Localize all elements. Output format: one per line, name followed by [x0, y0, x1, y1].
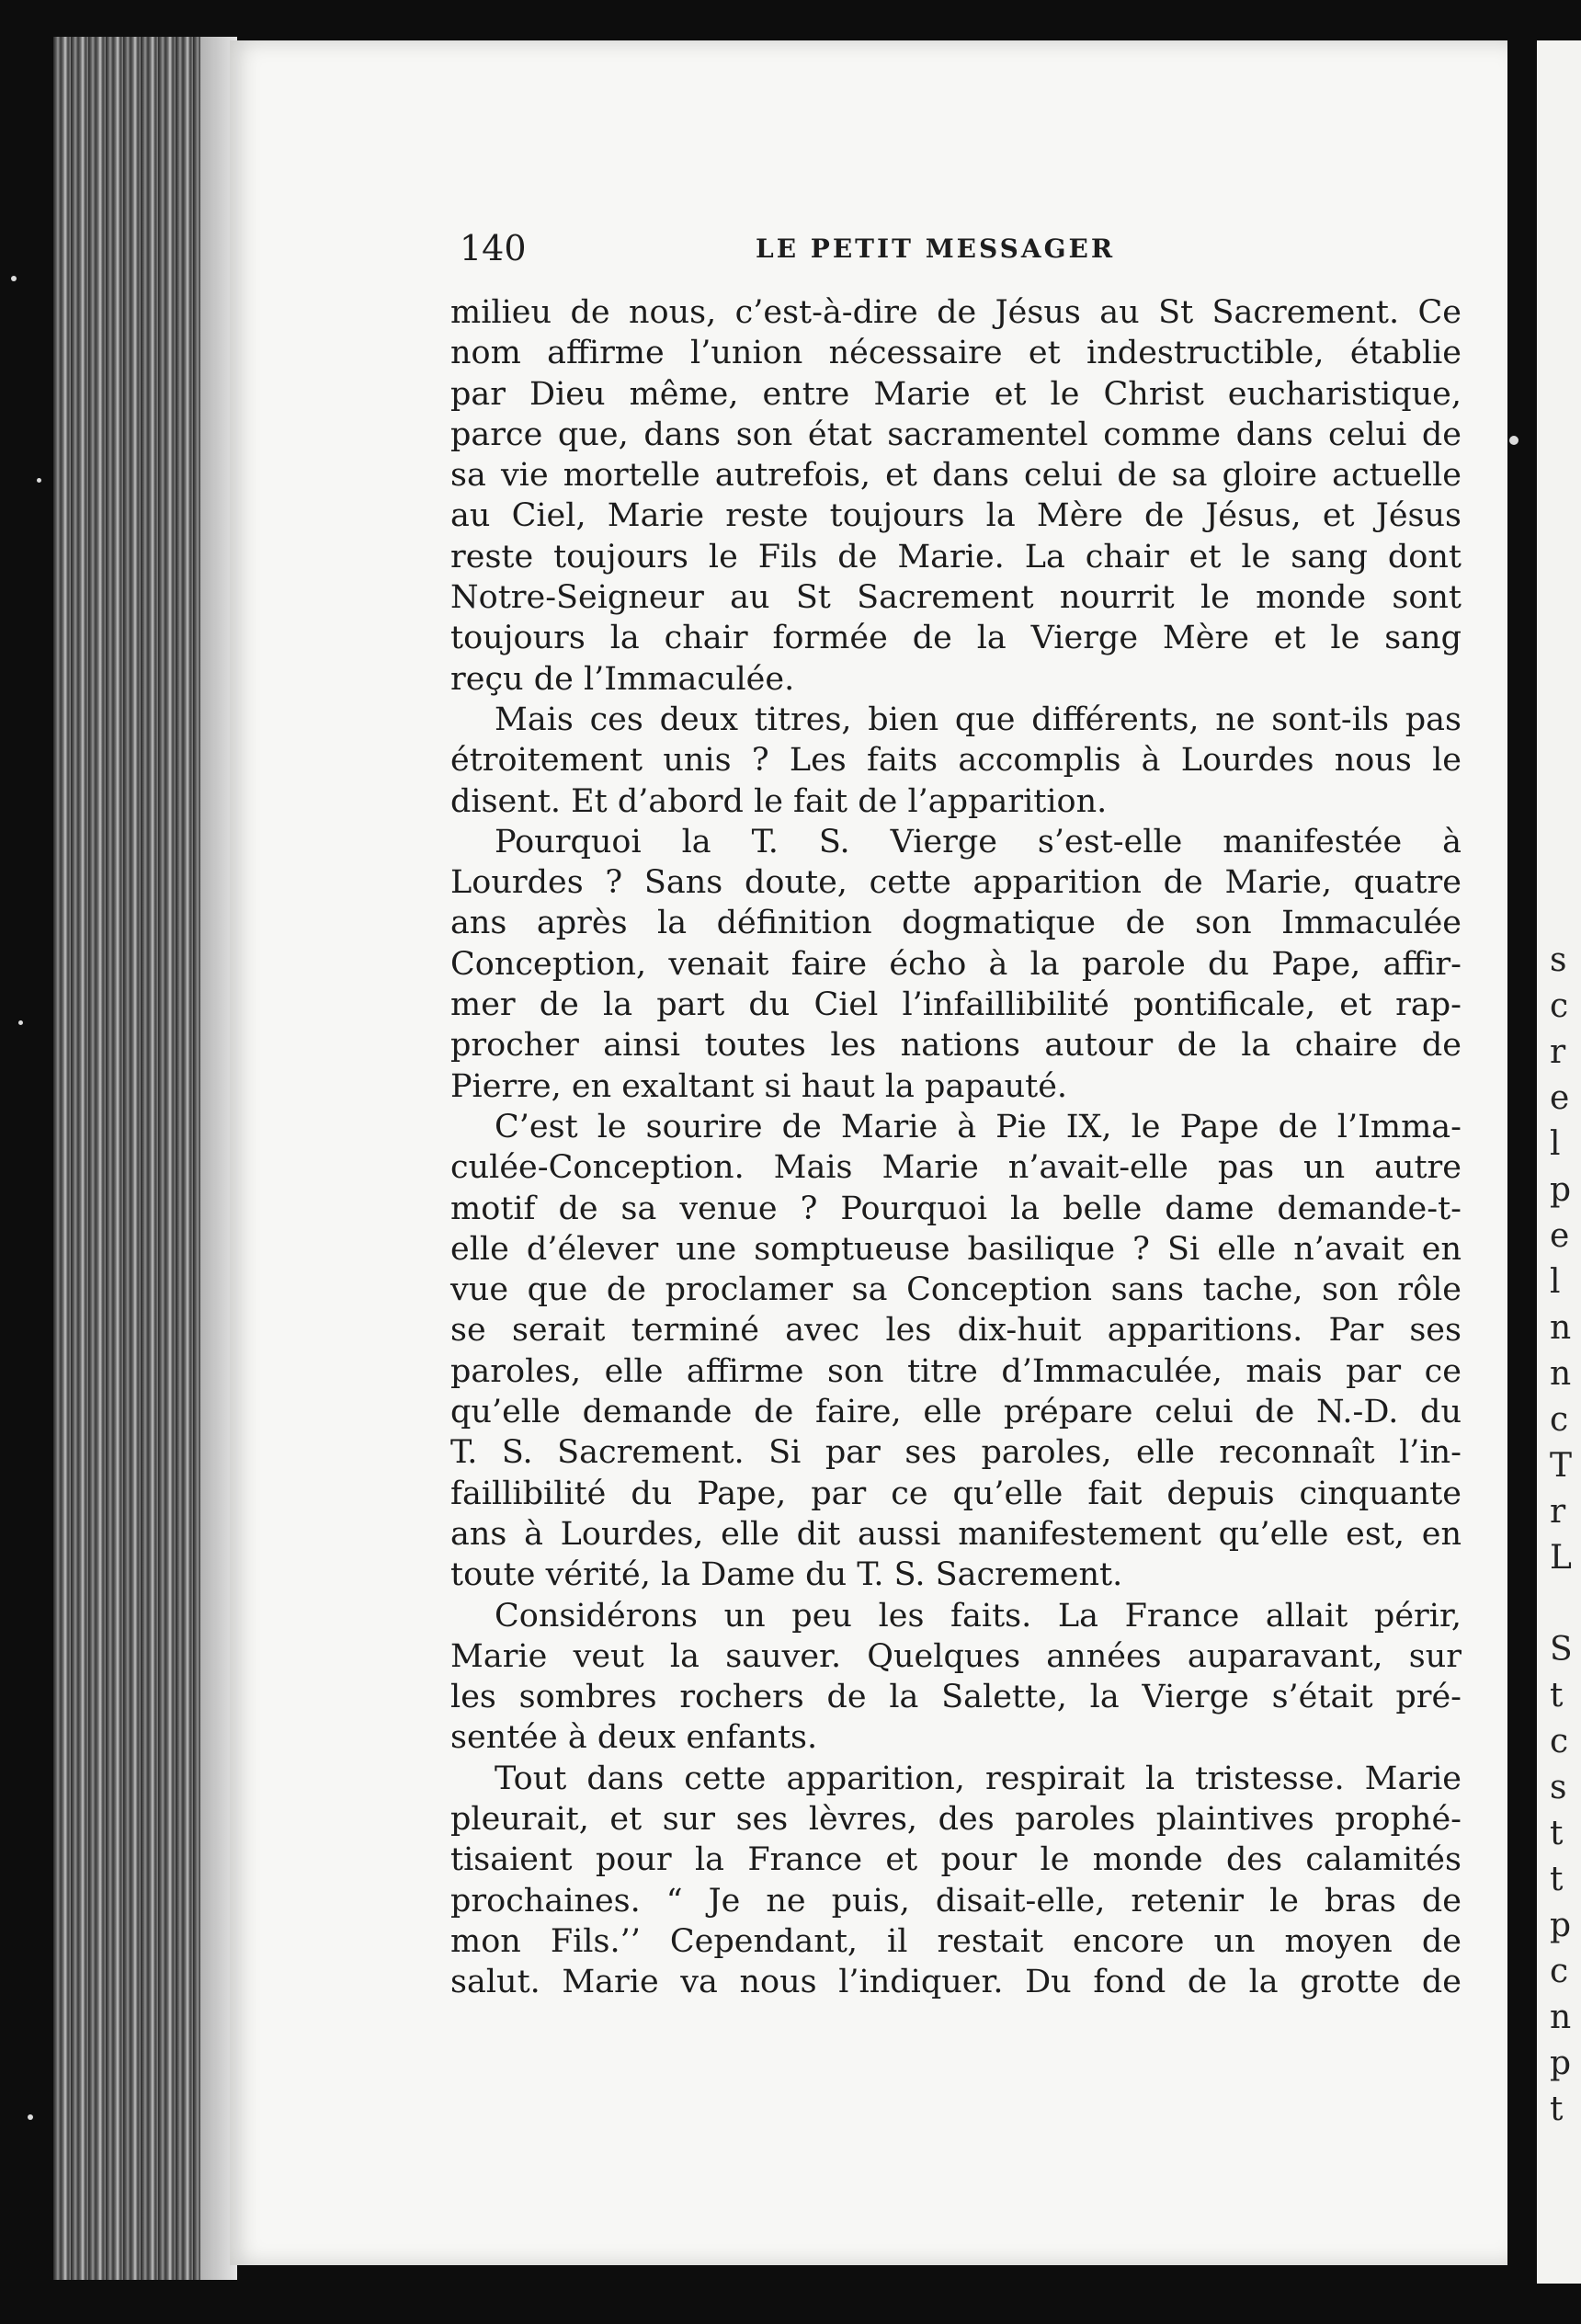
- text-line: Mais ces deux titres, bien que différents, ne sont-ils pas: [495, 701, 1462, 738]
- facing-page-letter: l: [1550, 1125, 1561, 1163]
- facing-page-letter: l: [1550, 1263, 1561, 1301]
- text-line: se serait terminé avec les dix-huit apparitions. Par ses: [450, 1312, 1462, 1350]
- facing-page-letter: r: [1550, 1493, 1566, 1531]
- text-line: Pierre, en exaltant si haut la papauté.: [450, 1067, 1068, 1105]
- text-line: Conception, venait faire écho à la parole du Pape, affir-: [450, 945, 1462, 983]
- text-line: vue que de proclamer sa Conception sans tache, son rôle: [450, 1271, 1462, 1309]
- text-line: au Ciel, Marie reste toujours la Mère de Jésus, et Jésus: [450, 497, 1462, 535]
- facing-page-letter: t: [1550, 1861, 1564, 1898]
- text-line: sentée à deux enfants.: [450, 1719, 818, 1757]
- text-line: ans après la définition dogmatique de son Immaculée: [450, 905, 1462, 942]
- text-line: tisaient pour la France et pour le monde des calamités: [450, 1841, 1462, 1879]
- text-line: étroitement unis ? Les faits accomplis à Lourdes nous le: [450, 742, 1462, 780]
- facing-page-letter: t: [1550, 1677, 1564, 1715]
- text-line: Marie veut la sauver. Quelques années auparavant, sur: [450, 1637, 1462, 1675]
- facing-page-letter: T: [1550, 1447, 1573, 1485]
- text-line: prochaines. “ Je ne puis, disait-elle, retenir le bras de: [450, 1882, 1462, 1920]
- facing-page-letter: e: [1550, 1079, 1570, 1117]
- facing-page-letter: c: [1550, 1401, 1569, 1439]
- text-line: par Dieu même, entre Marie et le Christ eucharistique,: [450, 375, 1462, 413]
- facing-page-letter: S: [1550, 1631, 1573, 1669]
- text-line: C’est le sourire de Marie à Pie IX, le Pape de l’Imma-: [495, 1108, 1462, 1145]
- text-line: Considérons un peu les faits. La France allait périr,: [495, 1597, 1462, 1635]
- running-title: LE PETIT MESSAGER: [756, 234, 1116, 264]
- text-line: Pourquoi la T. S. Vierge s’est-elle manifestée à: [495, 823, 1462, 860]
- text-line: motif de sa venue ? Pourquoi la belle dame demande-t-: [450, 1190, 1462, 1227]
- body-text: [450, 292, 1462, 2002]
- text-line: Lourdes ? Sans doute, cette apparition de Marie, quatre: [450, 864, 1462, 902]
- text-line: Notre-Seigneur au St Sacrement nourrit le monde sont: [450, 579, 1462, 617]
- text-line: les sombres rochers de la Salette, la Vierge s’était pré-: [450, 1679, 1462, 1716]
- text-line: toute vérité, la Dame du T. S. Sacrement.: [450, 1556, 1123, 1594]
- text-line: procher ainsi toutes les nations autour de la chaire de: [450, 1027, 1462, 1065]
- facing-page-letter: n: [1550, 1999, 1572, 2036]
- paragraph: [450, 1759, 1462, 2003]
- text-line: ans à Lourdes, elle dit aussi manifestement qu’elle est, en: [450, 1515, 1462, 1553]
- facing-page-letter: c: [1550, 1953, 1569, 1990]
- paragraph: [450, 822, 1462, 1107]
- page-edges: [53, 37, 237, 2280]
- text-line: T. S. Sacrement. Si par ses paroles, elle reconnaît l’in-: [450, 1434, 1462, 1472]
- facing-page-letter: s: [1550, 941, 1567, 979]
- text-line: disent. Et d’abord le fait de l’apparition.: [450, 782, 1108, 820]
- text-line: faillibilité du Pape, par ce qu’elle fait depuis cinquante: [450, 1475, 1462, 1512]
- text-line: toujours la chair formée de la Vierge Mère et le sang: [450, 620, 1462, 657]
- paragraph: [450, 700, 1462, 822]
- facing-page-letter: L: [1550, 1539, 1572, 1577]
- text-line: milieu de nous, c’est-à-dire de Jésus au St Sacrement. Ce: [450, 294, 1462, 331]
- text-line: salut. Marie va nous l’indiquer. Du fond de la grotte de: [450, 1964, 1462, 2001]
- facing-page-letter: c: [1550, 987, 1569, 1025]
- text-line: Tout dans cette apparition, respirait la tristesse. Marie: [495, 1760, 1462, 1797]
- text-line: sa vie mortelle autrefois, et dans celui de sa gloire actuelle: [450, 457, 1462, 495]
- facing-page-letter: [1550, 1581, 1581, 1627]
- text-line: qu’elle demande de faire, elle prépare celui de N.-D. du: [450, 1394, 1462, 1431]
- facing-page-letter: n: [1550, 1355, 1572, 1393]
- facing-page-letter: t: [1550, 1815, 1564, 1852]
- text-line: culée-Conception. Mais Marie n’avait-elle pas un autre: [450, 1149, 1462, 1187]
- facing-page-letter: e: [1550, 1217, 1570, 1255]
- text-line: paroles, elle affirme son titre d’Immaculée, mais par ce: [450, 1352, 1462, 1390]
- facing-page-letter: r: [1550, 1033, 1566, 1071]
- text-line: reçu de l’Immaculée.: [450, 660, 795, 698]
- facing-page-letter: p: [1550, 1907, 1572, 1944]
- page-number: 140: [460, 228, 527, 268]
- facing-page-letter: n: [1550, 1309, 1572, 1347]
- facing-page-letters: [1550, 938, 1581, 2133]
- text-line: mon Fils.’’ Cependant, il restait encore un moyen de: [450, 1922, 1462, 1960]
- page-gutter: [1507, 37, 1537, 2289]
- facing-page-letter: s: [1550, 1769, 1567, 1806]
- paragraph: [450, 1107, 1462, 1596]
- facing-page-letter: p: [1550, 2045, 1572, 2082]
- paragraph: [450, 1596, 1462, 1759]
- text-line: reste toujours le Fils de Marie. La chair et le sang dont: [450, 538, 1462, 575]
- text-line: parce que, dans son état sacramentel comme dans celui de: [450, 416, 1462, 453]
- text-line: pleurait, et sur ses lèvres, des paroles plaintives prophé-: [450, 1800, 1462, 1838]
- facing-page-letter: t: [1550, 2090, 1564, 2128]
- text-line: nom affirme l’union nécessaire et indestructible, établie: [450, 335, 1462, 372]
- paragraph: [450, 292, 1462, 700]
- facing-page-letter: c: [1550, 1723, 1569, 1760]
- text-line: mer de la part du Ciel l’infaillibilité pontificale, et rap-: [450, 986, 1462, 1024]
- page-header: [460, 228, 1452, 274]
- text-line: elle d’élever une somptueuse basilique ? Si elle n’avait en: [450, 1230, 1462, 1268]
- facing-page-letter: p: [1550, 1171, 1572, 1209]
